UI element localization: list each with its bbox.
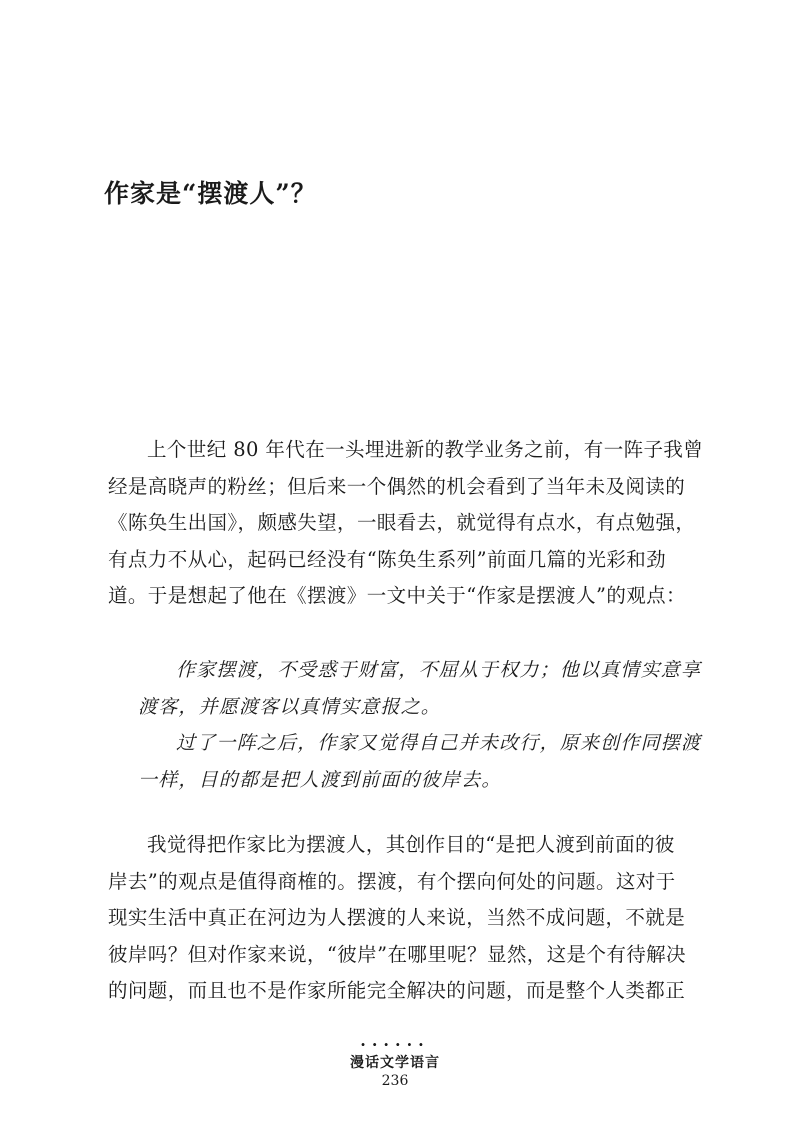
footer-emphasis-dots: ······	[360, 1035, 430, 1054]
paragraph-line: 彼岸吗？但对作家来说，“彼岸”在哪里呢？显然，这是个有待解决	[108, 942, 686, 966]
paragraph-line: 的问题，而且也不是作家所能完全解决的问题，而是整个人类都正	[108, 979, 686, 1002]
block-quote-1	[138, 652, 702, 725]
quote-line: 一样，目的都是把人渡到前面的彼岸去。	[138, 768, 502, 791]
paragraph-line: 现实生活中真正在河边为人摆渡的人来说，当然不成问题，不就是	[108, 906, 686, 929]
paragraph-line: 经是高晓声的粉丝；但后来一个偶然的机会看到了当年未及阅读的	[108, 474, 686, 498]
paragraph-discussion	[108, 827, 690, 1010]
block-quote-2	[138, 725, 702, 798]
quote-line: 渡客，并愿渡客以真情实意报之。	[138, 695, 442, 718]
page-number: 236	[381, 1073, 409, 1089]
paragraph-line: 道。于是想起了他在《摆渡》一文中关于“作家是摆渡人”的观点：	[108, 584, 686, 607]
quote-line: 过了一阵之后，作家又觉得自己并未改行，原来创作同摆渡	[176, 732, 702, 754]
paragraph-line: 岸去”的观点是值得商榷的。摆渡，有个摆向何处的问题。这对于	[108, 869, 676, 893]
paragraph-line: 上个世纪 80 年代在一头埋进新的教学业务之前，有一阵子我曾	[147, 438, 704, 461]
chapter-title: 作家是“摆渡人”？	[104, 179, 317, 208]
paragraph-intro	[108, 432, 704, 615]
footer-book-title: 漫话文学语言	[350, 1055, 440, 1071]
paragraph-line: 我觉得把作家比为摆渡人，其创作目的“是把人渡到前面的彼	[147, 833, 675, 856]
quote-line: 作家摆渡，不受惑于财富，不屈从于权力；他以真情实意享	[176, 659, 702, 681]
paragraph-line: 有点力不从心，起码已经没有“陈奂生系列”前面几篇的光彩和劲	[108, 547, 667, 571]
paragraph-line: 《陈奂生出国》，颇感失望，一眼看去，就觉得有点水，有点勉强，	[108, 511, 696, 534]
